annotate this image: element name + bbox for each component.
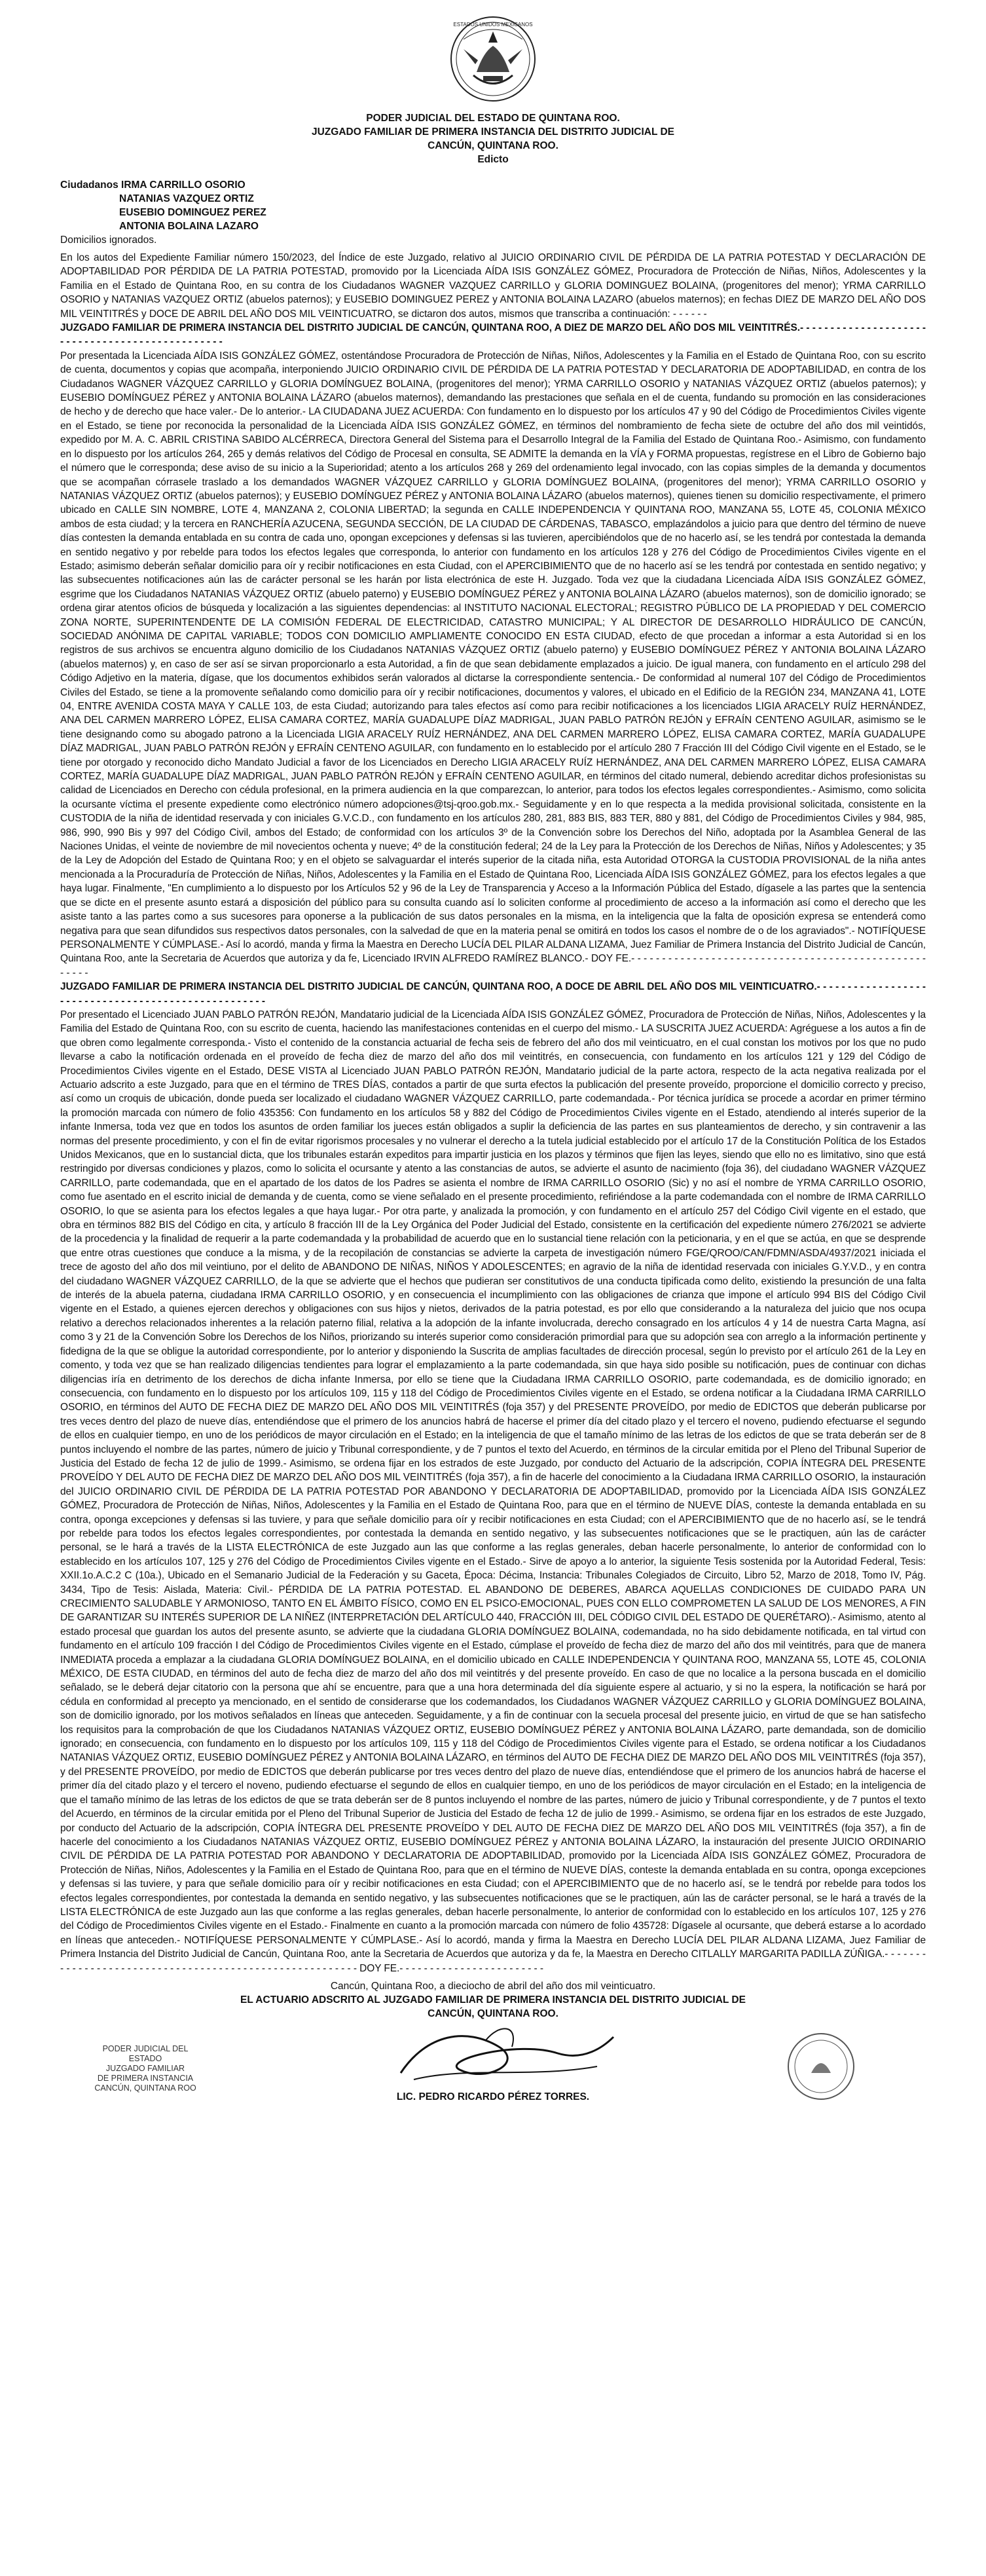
body-paragraph: Por presentada la Licenciada AÍDA ISIS GONZÁLEZ GÓMEZ, ostentándose Procuradora de Protección de Niñas, Niños, Adolescentes y la Familia en el Estado de Quintana Roo, con su escrito de cuenta, documentos y copias que acompaña, interponiendo JUICIO ORDINARIO CIVIL DE PÉRDIDA DE LA PATRIA POTESTAD Y DECLARATORIA DE ADOPTABILIDAD, en contra de los Ciudadanos WAGNER VÁZQUEZ CARRILLO y GLORIA DOMÍNGUEZ BOLAINA, (progenitores del menor); YRMA CARRILLO OSORIO y NATANIAS VÁZQUEZ ORTIZ (abuelos paternos); y EUSEBIO DOMÍNGUEZ PÉREZ y ANTONIA BOLAINA LÁZARO (abuelos maternos), demandando las prestaciones que señala en el de cuenta, fundando su promoción en las consideraciones de hecho y de derecho que hace valer.- De lo anterior.- LA CIUDADANA JUEZ ACUERDA: Con fundamento en lo dispuesto por los artículos 47 y 90 del Código de Procedimientos Civiles vigente en el Estado, se tiene por reconocida la personalidad de la Licenciada AÍDA ISIS GONZÁLEZ GÓMEZ, en términos del nombramiento de fecha siete de octubre del año dos mil veintidós, expedido por M. A. C. ABRIL CRISTINA SABIDO ALCÉRRECA, Directora General del Sistema para el Desarrollo Integral de la Familia del Estado de Quintana Roo.- Asimismo, con fundamento en lo dispuesto por los artículos 264, 265 y demás relativos del Código de Procesal en consulta, SE ADMITE la demanda en la VÍA y FORMA propuestas, regístrese en el Libro de Gobierno bajo el número que le corresponda; dese aviso de su inicio a la Superioridad; atento a los artículos 268 y 269 del ordenamiento legal invocado, con las copias simples de la demanda y documentos que se acompañan córrasele traslado a los demandados WAGNER VÁZQUEZ CARRILLO y GLORIA DOMÍNGUEZ BOLAINA, (progenitores del menor); YRMA CARRILLO OSORIO y NATANIAS VÁZQUEZ ORTIZ (abuelos paternos); y EUSEBIO DOMÍNGUEZ PÉREZ y ANTONIA BOLAINA LÁZARO (abuelos maternos), quienes tienen su domicilio respectivamente, el primero ubicado en CALLE SIN NOMBRE, LOTE 4, MANZANA 2, COLONIA LIBERTAD; la segunda en CALLE INDEPENDENCIA Y QUINTANA ROO, MANZANA 55, LOTE 45, COLONIA MÉXICO ambos de esta ciudad; y la tercera en RANCHERÍA AZUCENA, SEGUNDA SECCIÓN, DE LA CIUDAD DE CÁRDENAS, TABASCO, emplazándolos a juicio para que dentro del término de nueve días contesten la demanda entablada en su contra de cada uno, opongan excepciones y defensas si las tuvieren, apercibiéndolos que de no hacerlo así, se les tendrá por contestada la demanda en sentido negativo y por rebelde para todos los efectos legales que corresponda, lo anterior con fundamento en los artículos 128 y 276 del Código de Procedimientos Civiles vigente en el Estado; asimismo deberán señalar domicilio para oír y recibir notificaciones en esta Ciudad, con el APERCIBIMIENTO que de no hacerlo así se les tendrá por contestada en sentido negativo; y las subsecuentes notificaciones aún las de carácter personal se les harán por lista electrónica de este H. Juzgado. Toda vez que la ciudadana Licenciada AÍDA ISIS GONZÁLEZ GÓMEZ, esgrime que los Ciudadanos NATANIAS VÁZQUEZ ORTIZ (abuelo paterno) y EUSEBIO DOMÍNGUEZ PÉREZ y ANTONIA BOLAINA LÁZARO (abuelos maternos), son de domicilio ignorado; se ordena girar atentos oficios de búsqueda y localización a las siguientes dependencias: al INSTITUTO NACIONAL ELECTORAL; REGISTRO PÚBLICO DE LA PROPIEDAD Y DEL COMERCIO ZONA NORTE, SUPERINTENDENTE DE LA COMISIÓN FEDERAL DE ELECTRICIDAD, CATASTRO MUNICIPAL; Y AL DIRECTOR DE DESARROLLO HIDRÁULICO DE CANCÚN, SOCIEDAD ANÓNIMA DE CAPITAL VARIABLE; TODOS CON DOMICILIO AMPLIAMENTE CONOCIDO EN ESTA CIUDAD, efecto de que procedan a informar a esta Autoridad si en los registros de sus archivos se encuentra alguno domicilio de los Ciudadanos NATANIAS VÁZQUEZ ORTIZ (abuelo paterno) y EUSEBIO DOMÍNGUEZ PÉREZ Y ANTONIA BOLAINA LÁZARO (abuelos maternos) y, en caso de ser así se sirvan proporcionarlo a esta Autoridad, a fin de que sean debidamente emplazados a juicio. De igual manera, con fundamento en el artículo 298 del Código Adjetivo en la materia, dígase, que los documentos exhibidos serán valorados al dictarse la correspondiente sentencia.- De conformidad al numeral 107 del Código de Procedimientos Civiles del Estado, se tiene a la promovente señalando como domicilio para oír y recibir notificaciones, documentos y valores, el ubicado en el Edificio de la REGIÓN 234, MANZANA 41, LOTE 04, ENTRE AVENIDA COSTA MAYA Y CALLE 103, de esta Ciudad; autorizando para tales efectos así como para recibir notificaciones a los licenciados LIGIA ARACELY RUÍZ HERNÁNDEZ, ANA DEL CARMEN MARRERO LÓPEZ, ELISA CAMARA CORTEZ, MARÍA GUADALUPE DÍAZ MADRIGAL, JUAN PABLO PATRÓN REJÓN y EFRAÍN CENTENO AGUILAR, asimismo se le tiene designando como su abogado patrono a la Licenciada LIGIA ARACELY RUÍZ HERNÁNDEZ, ANA DEL CARMEN MARRERO LÓPEZ, ELISA CAMARA CORTEZ, MARÍA GUADALUPE DÍAZ MADRIGAL, JUAN PABLO PATRÓN REJÓN y EFRAÍN CENTENO AGUILAR, con fundamento en lo establecido por el artículo 280 7 Fracción III del Código Civil vigente en el Estado, se le tiene por otorgado y reconocido dicho Mandato Judicial a favor de los Licenciados en Derecho LIGIA ARACELY RUÍZ HERNÁNDEZ, ANA DEL CARMEN MARRERO LÓPEZ, ELISA CAMARA CORTEZ, MARÍA GUADALUPE DÍAZ MADRIGAL, JUAN PABLO PATRÓN REJÓN y EFRAÍN CENTENO AGUILAR, en términos del citado numeral, debiendo acreditar dichos profesionistas su calidad de Licenciados en Derecho con cédula profesional, en la primera audiencia en la que comparezcan, lo anterior, para todos los efectos legales correspondientes.- Asimismo, como solicita la ocursante víctima el presente expediente como electrónico número adopciones@tsj-qroo.gob.mx.- Seguidamente y en lo que respecta a la medida provisional solicitada, consistente en la CUSTODIA de la niña de identidad reservada y con iniciales G.V.C.D., con fundamento en los artículos 280, 281, 883 BIS, 883 TER, 880 y 881, del Código de Procedimientos Civiles y 984, 985, 986, 990, 990 Bis y 997 del Código Civil, ambos del Estado; de conformidad con los artículos 3º de la Convención sobre los Derechos del Niño, adoptada por la Asamblea General de las Naciones Unidas, el veinte de noviembre de mil novecientos ochenta y nueve; 4º de la constitución federal; 24 de la Ley para la Protección de los Derechos de Niñas, Niños y Adolescentes; y 35 de la Ley de Adopción del Estado de Quintana Roo; y en el objeto se salvaguardar el interés superior de la citada niña, esta Autoridad OTORGA la CUSTODIA PROVISIONAL de la niña antes mencionada a la Procuraduría de Protección de Niñas, Niños, Adolescentes y la Familia en el Estado de Quintana Roo, Licenciada AÍDA ISIS GONZÁLEZ GÓMEZ, para los efectos legales a que haya lugar. Finalmente, "En cumplimiento a lo dispuesto por los Artículos 52 y 96 de la Ley de Transparencia y Acceso a la Información Pública del Estado, dígasele a las partes que la sentencia que se dicte en el presente asunto estará a disposición del público para su consulta cuando así lo soliciten conforme al procedimiento de acceso a la información así como el derecho que les asiste tanto a las partes como a sus sucesores para oponerse a la publicación de sus datos personales en la misma, en la inteligencia que la falta de oposición expresa se entenderá como negativa para que sean difundidos sus respectivos datos personales, con la salvedad de que en la materia penal se omitirá en todos los casos el nombre de o de los agraviados".- NOTIFÍQUESE PERSONALMENTE Y CÚMPLASE.- Así lo acordó, manda y firma la Maestra en Derecho LUCÍA DEL PILAR ALDANA LIZAMA, Juez Familiar de Primera Instancia del Distrito Judicial de Cancún, Quintana Roo, ante la Secretaria de Acuerdos que autoriza y da fe, Licenciado IRVIN ALFREDO RAMÍREZ BLANCO.- DOY FE.- - - - - - - - - - - - - - - - - - - - - - - - - - - - - - - - - - - - - - - - - - - - - - - - - - - - - (60, 350, 926, 979)
body-paragraph: Por presentado el Licenciado JUAN PABLO PATRÓN REJÓN, Mandatario judicial de la Licenciada AÍDA ISIS GONZÁLEZ GÓMEZ, Procuradora de Protección de Niñas, Niños, Adolescentes y la Familia del Estado de Quintana Roo, con su escrito de cuenta, haciendo las manifestaciones contenidas en el cuerpo del mismo.- LA SUSCRITA JUEZ ACUERDA: Agréguese a los autos a fin de que obren como legalmente corresponda.- Visto el contenido de la constancia actuarial de fecha seis de febrero del año dos mil veinticuatro, en el cual constan los motivos por los que no pudo llevarse a cabo la notificación ordenada en el proveído de fecha diez de marzo del año dos mil veintitrés, en consecuencia, con fundamento en los artículos 121 y 129 del Código de Procedimientos Civiles vigente en el Estado, DESE VISTA al Licenciado JUAN PABLO PATRÓN REJÓN, Mandatario judicial de la parte actora, respecto de la acta negativa realizada por el Actuario adscrito a este Juzgado, para que en el término de TRES DÍAS, contados a partir de que surta efectos la publicación del presente proveído, proporcione el domicilio correcto y preciso, así como un croquis de ubicación, donde pueda ser localizado el ciudadano WAGNER VÁZQUEZ CARRILLO, parte codemandada.- Por técnica jurídica se procede a acordar en primer término la promoción marcada con número de folio 435356: Con fundamento en los artículos 58 y 882 del Código de Procedimientos Civiles vigente en el Estado, atendiendo al interés superior de la infante Inmersa, toda vez que en todos los asuntos de orden familiar los jueces están obligados a suplir la deficiencia de las partes en sus planteamientos de derecho, y sin contravenir a las normas del presente procedimiento, y con el fin de evitar rigorismos procesales y no vulnerar el derecho a la tutela judicial establecido por el artículo 17 de la Constitución Política de los Estados Unidos Mexicanos, que en lo sustancial dicta, que los tribunales estarán expeditos para impartir justicia en los plazos y términos que fijen las leyes, siendo que ello no es limitativo, sino que está restringido por diversas condiciones y plazos, como lo solicita el ocursante y atento a las constancias de autos, se advierte el asunto de nacimiento (foja 36), del ciudadano WAGNER VÁZQUEZ CARRILLO, parte codemandada, que en el apartado de los datos de los Padres se asienta el nombre de IRMA CARRILLO OSORIO (Sic) y no así el nombre de YRMA CARRILLO OSORIO, como fue asentado en el escrito inicial de demanda y de cuenta, como se viene señalado en el presente procedimiento, refiriéndose a la parte codemandada con el nombre de IRMA CARRILLO OSORIO, lo que se asienta para los efectos legales a que haya lugar.- Por otra parte, y analizada la promoción, y con fundamento en el artículo 257 del Código Civil vigente en el estado, que obra en términos 882 BIS del Código en cita, y artículo 8 fracción III de la Ley Orgánica del Poder Judicial del Estado, consistente en la certificación del expediente número 276/2021 se advierte de la procedencia y la finalidad de requerir a la parte codemandada y la probabilidad de acuerdo que en lo sustancial tiene relación con la peticionaria, y en el que se actúa, en que se desprende que entre otras cuestiones que conduce a la misma, y de la recopilación de constancias se advierte la carpeta de investigación número FGE/QROO/CAN/FDMN/ASDA/4937/2021 iniciada el trece de agosto del año dos mil veintiuno, por el delito de ABANDONO DE NIÑAS, NIÑOS Y ADOLESCENTES; en agravio de la niña de identidad reservada con iniciales G.Y.V.D., y en contra del ciudadano WAGNER VÁZQUEZ CARRILLO, de la que se advierte que el hechos que pudieran ser constitutivos de una conducta tipificada como delito, existiendo la presunción de una falta de interés de la abuela paterna, ciudadana IRMA CARRILLO OSORIO, y en consecuencia el incumplimiento con las obligaciones de crianza que impone el artículo 994 BIS del Código Civil vigente en el Estado, a quienes ejercen derechos y obligaciones con sus hijos y nietos, derivados de la patria potestad, es por ello que considerando a la naturaleza del juicio que nos ocupa relativo a derechos relacionados inherentes a la relación paterno filial, relativa a la adopción de la infante involucrada, derecho consagrado en los artículos 4 y 14 de nuestra Carta Magna, así como 3 y 21 de la Convención Sobre los Derechos de los Niños, priorizando su interés superior como consideración primordial para que su adopción sea con arreglo a la información pertinente y fidedigna de la que se obligue la autoridad correspondiente, por lo anterior y disponiendo la Suscrita de amplias facultades de dirección procesal, según lo previsto por el artículo 261 de la Ley en comento, y toda vez que se han realizado diligencias tendientes para lograr el emplazamiento a la parte codemandada, sin que haya sido posible su notificación, pues de continuar con dichas diligencias iría en detrimento de los derechos de dicha infante Inmersa, por ello se tiene que la Ciudadana IRMA CARRILLO OSORIO, parte codemandada, es de domicilio ignorado; en consecuencia, con fundamento en lo dispuesto por los artículos 109, 115 y 118 del Código de Procedimientos Civiles vigente en el Estado, se ordena notificar a la Ciudadana IRMA CARRILLO OSORIO, en términos del AUTO DE FECHA DIEZ DE MARZO DEL AÑO DOS MIL VEINTITRÉS (foja 357) y del PRESENTE PROVEÍDO, por medio de EDICTOS que deberán publicarse por tres veces dentro del plazo de nueve días, entendiéndose que el primero de los anuncios habrá de hacerse el primer día del citado plazo y el tercero el noveno, pudiendo efectuarse el segundo de ellos en cualquier tiempo, en uno de los periódicos de mayor circulación en el Estado; en la inteligencia de que el tamaño mínimo de las letras de los edictos de que se trata deberán ser de 8 puntos incluyendo el nombre de las partes, número de juicio y Tribunal correspondiente, y de 7 puntos el texto del Acuerdo, en términos de la circular emitida por el Pleno del Tribunal Superior de Justicia del Estado de fecha 12 de julio de 1999.- Asimismo, se ordena fijar en los estrados de este Juzgado, por conducto del Actuario de la adscripción, COPIA ÍNTEGRA DEL PRESENTE PROVEÍDO Y DEL AUTO DE FECHA DIEZ DE MARZO DEL AÑO DOS MIL VEINTITRÉS (foja 357), a fin de hacerle del conocimiento a la Ciudadana IRMA CARRILLO OSORIO, la instauración del JUICIO ORDINARIO CIVIL DE PÉRDIDA DE LA PATRIA POTESTAD POR ABANDONO Y DECLARATORIA DE ADOPTABILIDAD, promovido por la Licenciada AÍDA ISIS GONZÁLEZ GÓMEZ, Procuradora de Protección de Niñas, Niños, Adolescentes y la Familia en el Estado de Quintana Roo, para que en el término de NUEVE DÍAS, conteste la demanda entablada en su contra, oponga excepciones y defensas si las tuviere, y para que señale domicilio para oír y recibir notificaciones en esta Ciudad; con el APERCIBIMIENTO que de no hacerlo así, se le tendrá por rebelde para todos los efectos legales correspondientes, por contestada la demanda en sentido negativo, y las subsecuentes notificaciones que se le practiquen, aún las de carácter personal, se le hará a través de la LISTA ELECTRÓNICA de este Juzgado aun las que conforme a las reglas generales, deban hacerle personalmente, lo anterior de conformidad con lo establecido en los artículos 107, 125 y 276 del Código de Procedimientos Civiles vigente en el Estado.- Sirve de apoyo a lo anterior, la siguiente Tesis sostenida por la Autoridad Federal, Tesis: XXII.1o.A.C.2 C (10a.), Ubicado en el Semanario Judicial de la Federación y su Gaceta, Época: Décima, Instancia: Tribunales Colegiados de Circuito, Libro 52, Marzo de 2018, Tomo IV, Pág. 3434, Tipo de Tesis: Aislada, Materia: Civil.- PÉRDIDA DE LA PATRIA POTESTAD. EL ABANDONO DE DEBERES, ABARCA AQUELLAS CONDICIONES DE CUIDADO PARA UN CRECIMIENTO SALUDABLE Y ARMONIOSO, TANTO EN EL ÁMBITO FÍSICO, COMO EN EL PSICO-EMOCIONAL, PUES CON ELLO COMPROMETEN LA SALUD DE LOS MENORES, A FIN DE GARANTIZAR SU INTERÉS SUPERIOR DE LA NIÑEZ (INTERPRETACIÓN DEL ARTÍCULO 440, FRACCIÓN III, DEL CÓDIGO CIVIL DEL ESTADO DE QUERÉTARO).- Asimismo, atento al estado procesal que guardan los autos del presente asunto, se advierte que la ciudadana GLORIA DOMÍNGUEZ BOLAINA, codemandada, no ha sido debidamente notificada, en tal virtud con fundamento en el artículo 109 fracción I del Código de Procedimientos Civiles vigente en el Estado, cúmplase el proveído de fecha diez de marzo del año dos mil veintitrés, para que de manera INMEDIATA proceda a emplazar a la ciudadana GLORIA DOMÍNGUEZ BOLAINA, en el domicilio ubicado en CALLE INDEPENDENCIA Y QUINTANA ROO, MANZANA 55, LOTE 45, COLONIA MÉXICO, DE ESTA CIUDAD, en términos del auto de fecha diez de marzo del año dos mil veintitrés y del presente proveído. En caso de que no localice a la persona buscada en el domicilio señalado, se le deberá dejar citatorio con la persona que ahí se encuentre, para que a una hora determinada del día siguiente espere al actuario, y si no la espera, la notificación se hará por cédula en conformidad al precepto ya mencionado, en el sentido de considerarse que los codemandados, los Ciudadanos WAGNER VÁZQUEZ CARRILLO y GLORIA DOMÍNGUEZ BOLAINA, son de domicilio ignorado, por los motivos señalados en líneas que anteceden. Seguidamente, y a fin de continuar con la secuela procesal del presente juicio, en virtud de que se han satisfecho los requisitos para la comprobación de que los Ciudadanos NATANIAS VÁZQUEZ ORTIZ, EUSEBIO DOMÍNGUEZ PÉREZ y ANTONIA BOLAINA LÁZARO, parte demandada, son de domicilio ignorado; en consecuencia, con fundamento en lo dispuesto por los artículos 109, 115 y 118 del Código de Procedimientos Civiles vigente para el Estado, se ordena notificar a los Ciudadanos NATANIAS VÁZQUEZ ORTIZ, EUSEBIO DOMÍNGUEZ PÉREZ y ANTONIA BOLAINA LÁZARO, en términos del AUTO DE FECHA DIEZ DE MARZO DEL AÑO DOS MIL VEINTITRÉS (foja 357), y del PRESENTE PROVEÍDO, por medio de EDICTOS que deberán publicarse por tres veces dentro del plazo de nueve días, entendiéndose que el primero de los anuncios habrá de hacerse el primer día del citado plazo y el tercero el noveno, pudiendo efectuarse el segundo de ellos en cualquier tiempo, en uno de los periódicos de mayor circulación en el Estado; en la inteligencia de que el tamaño mínimo de las letras de los edictos de que se trata deberán ser de 8 puntos incluyendo el nombre de las partes, número de juicio y Tribunal correspondiente, y de 7 puntos el texto del Acuerdo, en términos de la circular emitida por el Pleno del Tribunal Superior de Justicia del Estado de fecha 12 de julio de 1999.- Asimismo, se ordena fijar en los estrados de este Juzgado, por conducto del Actuario de la adscripción, COPIA ÍNTEGRA DEL PRESENTE PROVEÍDO Y DEL AUTO DE FECHA DIEZ DE MARZO DEL AÑO DOS MIL VEINTITRÉS (foja 357), a fin de hacerle del conocimiento a los Ciudadanos NATANIAS VÁZQUEZ ORTIZ, EUSEBIO DOMÍNGUEZ PÉREZ y ANTONIA BOLAINA LÁZARO, la instauración del presente JUICIO ORDINARIO CIVIL DE PÉRDIDA DE LA PATRIA POTESTAD POR ABANDONO Y DECLARATORIA DE ADOPTABILIDAD, promovido por la Licenciada AÍDA ISIS GONZÁLEZ GÓMEZ, Procuradora de Protección de Niñas, Niños, Adolescentes y la Familia en el Estado de Quintana Roo, para que en el término de NUEVE DÍAS, conteste la demanda entablada en su contra, oponga excepciones y defensas si las tuviere, y para que señale domicilio para oír y recibir notificaciones en esta Ciudad; con el APERCIBIMIENTO que de no hacerlo así, se le tendrá por rebelde para todos los efectos legales correspondientes, por contestada la demanda en sentido negativo, y las subsecuentes notificaciones que se le practiquen, aún las de carácter personal, se le hará a través de la LISTA ELECTRÓNICA de este Juzgado aun las que conforme a las reglas generales, deban hacerle personalmente, lo anterior de conformidad con lo establecido en los artículos 107, 125 y 276 del Código de Procedimientos Civiles vigente en el Estado.- Finalmente en cuanto a la promoción marcada con número de folio 435728: Dígasele al ocursante, que deberá estarse a lo acordado en líneas que anteceden.- NOTIFÍQUESE PERSONALMENTE Y CÚMPLASE.- Así lo acordó, manda y firma la Maestra en Derecho LUCÍA DEL PILAR ALDANA LIZAMA, Juez Familiar de Primera Instancia del Distrito Judicial de Cancún, Quintana Roo, ante la Secretaria de Acuerdos que autoriza y da fe, la Maestra en Derecho CITLALLY MARGARITA PADILLA ZÚÑIGA.- - - - - - - - - - - - - - - - - - - - - - - - - - - - - - - - - - - - - - - - - - - - - - - - - - - - - - - - DOY FE.- - - - - - - - - - - - - - - - - - - - - - - - (60, 1009, 926, 1974)
addressee-name: ANTONIA BOLAINA LAZARO (119, 221, 259, 232)
body-paragraph: JUZGADO FAMILIAR DE PRIMERA INSTANCIA DEL DISTRITO JUDICIAL DE CANCÚN, QUINTANA ROO, A DOCE DE ABRIL DEL AÑO DOS MIL VEINTICUATRO.- - - - - - - - - - - - - - - - - - - - - - - - - - - - - - - - - - - - - - - - - - - - - - - - - - - - (60, 981, 926, 1007)
stamp-line: CANCÚN, QUINTANA ROO (94, 2083, 196, 2093)
stamp-text (86, 2044, 204, 2093)
court-stamp (782, 2021, 926, 2112)
document-type: Edicto (477, 154, 509, 165)
actuary-title-line2: CANCÚN, QUINTANA ROO. (428, 2007, 558, 2019)
handwritten-signature (388, 2021, 623, 2093)
body-paragraph: JUZGADO FAMILIAR DE PRIMERA INSTANCIA DEL DISTRITO JUDICIAL DE CANCÚN, QUINTANA ROO, A DIEZ DE MARZO DEL AÑO DOS MIL VEINTITRÉS.- - - - - - - - - - - - - - - - - - - - - - - - - - - - - - - - - - - - - - - - - - - - - - - - (60, 322, 926, 348)
body-paragraph: En los autos del Expediente Familiar número 150/2023, del Índice de este Juzgado, relativo al JUICIO ORDINARIO CIVIL DE PÉRDIDA DE LA PATRIA POTESTAD Y DECLARACIÓN DE ADOPTABILIDAD POR PÉRDIDA DE LA PATRIA POTESTAD, promovido por la Licenciada AÍDA ISIS GONZÁLEZ GÓMEZ, Procuradora de Protección de Niñas, Niños, Adolescentes y la Familia en el Estado de Quintana Roo, en su contra de los Ciudadanos WAGNER VAZQUEZ CARRILLO y GLORIA DOMINGUEZ BOLAINA, (progenitores del menor); YRMA CARRILLO OSORIO y NATANIAS VAZQUEZ ORTIZ (abuelos paternos); y EUSEBIO DOMINGUEZ PEREZ y ANTONIA BOLAINA LAZARO (abuelos maternos); en fechas DIEZ DE MARZO DEL AÑO DOS MIL VEINTITRÉS y DOCE DE ABRIL DEL AÑO DOS MIL VEINTICUATRO, se dictaron dos autos, mismos que transcriba a continuación: - - - - - - (60, 252, 926, 320)
place-and-date: Cancún, Quintana Roo, a dieciocho de abril del año dos mil veinticuatro. (330, 1980, 656, 1992)
addressee-address-note: Domicilios ignorados. (60, 234, 157, 246)
addressee-intro: Ciudadanos IRMA CARRILLO OSORIO (60, 179, 246, 191)
court-name-line1: JUZGADO FAMILIAR DE PRIMERA INSTANCIA DEL DISTRITO JUDICIAL DE (311, 126, 674, 138)
court-name-line2: CANCÚN, QUINTANA ROO. (428, 140, 558, 151)
addressees-block (60, 178, 926, 247)
signature-area (60, 2021, 926, 2119)
edict-body (60, 251, 926, 1975)
judicial-power-name: PODER JUDICIAL DEL ESTADO DE QUINTANA ROO. (366, 113, 620, 124)
svg-text:ESTADOS UNIDOS MEXICANOS: ESTADOS UNIDOS MEXICANOS (453, 22, 533, 28)
signer-name: LIC. PEDRO RICARDO PÉREZ TORRES. (396, 2091, 590, 2102)
actuary-title-line1: EL ACTUARIO ADSCRITO AL JUZGADO FAMILIAR DE PRIMERA INSTANCIA DEL DISTRITO JUDICIAL DE (240, 1994, 746, 2006)
mexican-coat-of-arms-seal (437, 13, 549, 111)
stamp-line: JUZGADO FAMILIAR (105, 2063, 185, 2073)
addressee-name: EUSEBIO DOMINGUEZ PEREZ (119, 207, 266, 218)
stamp-line: DE PRIMERA INSTANCIA (97, 2073, 194, 2083)
stamp-line: PODER JUDICIAL DEL ESTADO (102, 2044, 189, 2063)
addressee-name: NATANIAS VAZQUEZ ORTIZ (119, 193, 254, 204)
